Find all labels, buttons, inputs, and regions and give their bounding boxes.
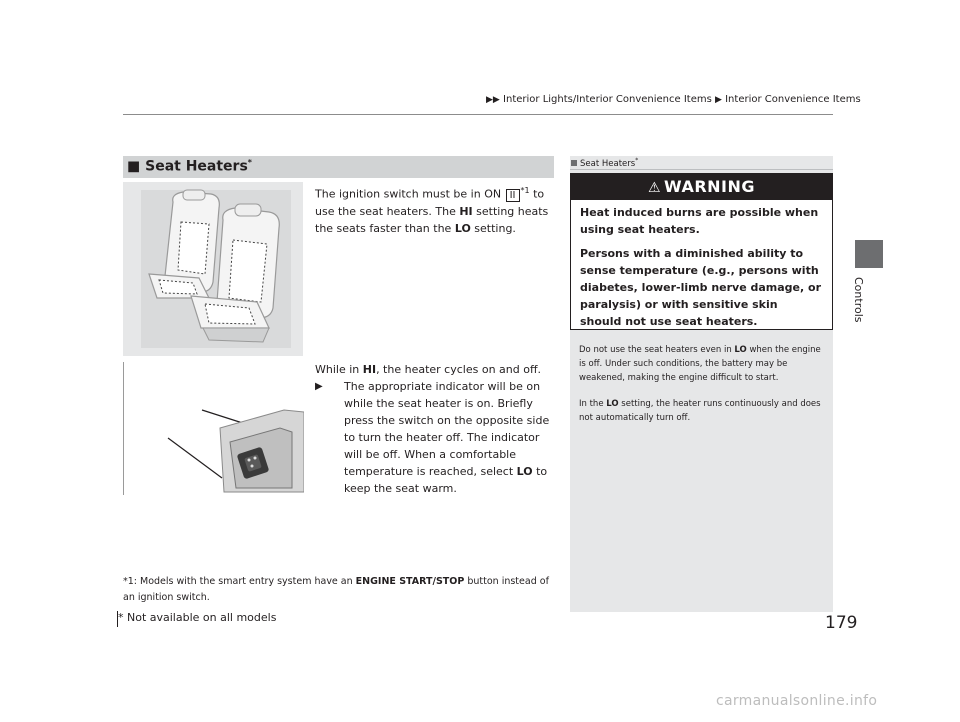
text-run: setting heats the seats faster than the <box>315 204 549 235</box>
lo-setting-label: LO <box>734 345 747 355</box>
text-run: when the engine is off. Under such conditions, the battery may be weakened, making the engine difficult to start. <box>579 345 821 383</box>
lo-setting-label: LO <box>606 399 619 409</box>
engine-start-stop-label: ENGINE START/STOP <box>355 576 465 587</box>
seats-icon <box>123 182 303 356</box>
warning-label: WARNING <box>664 177 756 196</box>
warning-triangle-icon: ⚠ <box>647 180 662 196</box>
section-title-mark: * <box>247 158 252 167</box>
sidebar-marker-icon <box>571 160 577 166</box>
text-run: The appropriate indicator will be on while the seat heater is on. Briefly press the switch on the opposite side to turn the heater off. The indicator will be off. When a comfortable temperature is reached, select <box>344 380 550 478</box>
sidebar-title-text: Seat Heaters <box>580 158 636 169</box>
hi-setting-label: HI <box>459 204 473 218</box>
text-run: While in <box>315 363 363 376</box>
footnote <box>123 574 555 606</box>
page-number: 179 <box>825 613 858 633</box>
chapter-tab-marker <box>855 240 883 268</box>
footnote-ref: *1 <box>520 186 530 195</box>
breadcrumb-arrow-icon: ▶ <box>715 95 722 105</box>
breadcrumb <box>486 94 861 105</box>
chapter-tab-label: Controls <box>852 277 865 323</box>
hi-mode-paragraph <box>315 361 555 497</box>
availability-note: * Not available on all models <box>118 611 277 624</box>
seat-heater-illustration <box>123 182 303 356</box>
text-run: button instead of an ignition switch. <box>123 576 549 603</box>
breadcrumb-current: Interior Convenience Items <box>725 94 861 105</box>
warning-text-2: Persons with a diminished ability to sense temperature (e.g., persons with diabetes, lower-limb nerve damage, or paralysis) or with sensitive skin should not use seat heaters. <box>580 247 822 328</box>
sidebar-paragraph-1 <box>579 343 824 385</box>
warning-text-1: Heat induced burns are possible when using seat heaters. <box>580 206 819 236</box>
text-run: In the <box>579 399 607 409</box>
text-run: to use the seat heaters. The <box>315 187 545 218</box>
hi-mode-line <box>315 361 555 378</box>
section-title-text: Seat Heaters <box>145 158 248 175</box>
text-run: , the heater cycles on and off. <box>376 363 542 376</box>
warning-header <box>570 174 833 200</box>
sidebar-title-mark: * <box>635 157 639 164</box>
sidebar-rule <box>570 169 833 170</box>
text-run: setting, the heater runs continuously and does not automatically turn off. <box>579 399 821 423</box>
hi-setting-label: HI <box>362 363 377 376</box>
ignition-position-key: II <box>506 189 520 202</box>
indicator-note-text <box>329 378 555 497</box>
arrow-icon: ▶ <box>315 381 323 392</box>
text-run: *1: Models with the smart entry system have an <box>123 576 356 587</box>
sidebar-paragraph-2 <box>579 397 824 425</box>
lo-setting-label: LO <box>454 221 471 235</box>
intro-paragraph <box>315 182 555 237</box>
text-run: The ignition switch must be in ON <box>315 187 505 201</box>
breadcrumb-arrow-icon: ▶▶ <box>486 95 500 105</box>
lo-setting-label: LO <box>516 465 533 478</box>
watermark: carmanualsonline.info <box>716 693 878 709</box>
breadcrumb-parent: Interior Lights/Interior Convenience Items <box>503 94 712 105</box>
section-square-icon: ■ <box>127 158 141 175</box>
section-title <box>127 158 252 175</box>
sidebar-title <box>571 157 638 169</box>
header-rule <box>123 114 833 115</box>
heater-switch-icon <box>124 362 304 495</box>
text-run: to keep the seat warm. <box>344 465 548 495</box>
text-run: Do not use the seat heaters even in <box>579 345 735 355</box>
seat-heater-switch-illustration <box>123 362 304 495</box>
text-run: setting. <box>470 221 516 235</box>
indicator-note <box>315 378 555 497</box>
